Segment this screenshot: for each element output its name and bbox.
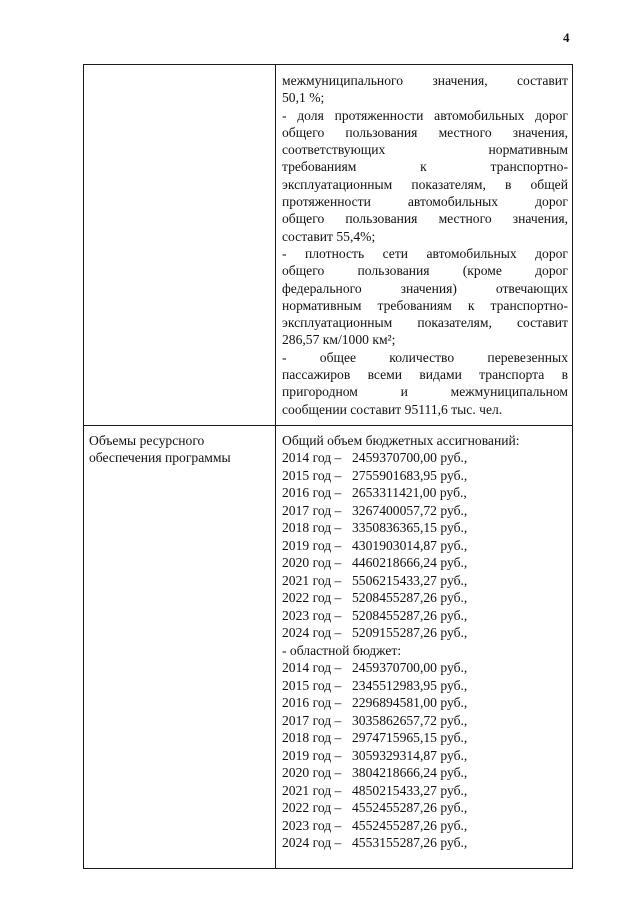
year-amount-row	[282, 467, 568, 485]
year-label: 2017 год –	[282, 712, 342, 728]
year-label: 2023 год –	[282, 817, 342, 833]
amount-value: 5208455287,26 руб.,	[352, 607, 468, 623]
text-line: сообщении составит 95111,6 тыс. чел.	[282, 401, 503, 417]
regional-budget-heading: - областной бюджет:	[282, 642, 402, 658]
year-label: 2017 год –	[282, 502, 342, 518]
text-line: 50,1 %;	[282, 90, 325, 106]
year-amount-row	[282, 589, 568, 607]
amount-value: 4301903014,87 руб.,	[352, 537, 468, 553]
year-amount-row	[282, 624, 568, 642]
amount-value: 5506215433,27 руб.,	[352, 572, 468, 588]
text-line: требованиям к транспортно-	[282, 159, 568, 175]
year-amount-row	[282, 677, 568, 695]
amount-value: 3267400057,72 руб.,	[352, 502, 468, 518]
year-label: 2023 год –	[282, 607, 342, 623]
year-label: 2022 год –	[282, 590, 342, 606]
year-label: 2024 год –	[282, 625, 342, 641]
year-amount-row	[282, 659, 568, 677]
text-line: соответствующих нормативным	[282, 142, 568, 158]
year-amount-row	[282, 817, 568, 835]
amount-value: 2459370700,00 руб.,	[352, 450, 468, 466]
amount-value: 4552455287,26 руб.,	[352, 817, 468, 833]
row2-left-cell	[89, 432, 273, 467]
year-label: 2018 год –	[282, 520, 342, 536]
row2-right-cell	[282, 432, 568, 852]
table-left-border	[83, 64, 84, 869]
year-label: 2014 год –	[282, 450, 342, 466]
amount-value: 2459370700,00 руб.,	[352, 660, 468, 676]
amount-value: 2345512983,95 руб.,	[352, 677, 468, 693]
text-line: - доля протяженности автомобильных дорог	[282, 107, 568, 123]
year-amount-row	[282, 694, 568, 712]
year-label: 2019 год –	[282, 747, 342, 763]
row1-right-cell	[282, 72, 568, 418]
table-column-divider	[275, 64, 276, 869]
text-line: пассажиров всеми видами транспорта в	[282, 367, 568, 383]
year-amount-row	[282, 502, 568, 520]
text-line: общего пользования местного значения,	[282, 211, 568, 227]
year-label: 2019 год –	[282, 537, 342, 553]
year-label: 2018 год –	[282, 730, 342, 746]
table-bottom-border	[83, 868, 573, 869]
table-top-border	[83, 64, 573, 65]
amount-value: 2974715965,15 руб.,	[352, 730, 468, 746]
year-label: 2014 год –	[282, 660, 342, 676]
amount-value: 2296894581,00 руб.,	[352, 695, 468, 711]
text-line: 286,57 км/1000 км²;	[282, 332, 396, 348]
year-label: 2015 год –	[282, 677, 342, 693]
amount-value: 2755901683,95 руб.,	[352, 467, 468, 483]
text-line: общего пользования (кроме дорог	[282, 263, 568, 279]
year-label: 2016 год –	[282, 485, 342, 501]
regional-budget-list	[282, 659, 568, 852]
amount-value: 5208455287,26 руб.,	[352, 590, 468, 606]
amount-value: 4552455287,26 руб.,	[352, 800, 468, 816]
text-line: эксплуатационным показателям, составит	[282, 315, 568, 331]
year-label: 2020 год –	[282, 765, 342, 781]
year-amount-row	[282, 782, 568, 800]
amount-value: 4850215433,27 руб.,	[352, 782, 468, 798]
table-right-border	[572, 64, 573, 869]
year-amount-row	[282, 554, 568, 572]
year-amount-row	[282, 449, 568, 467]
text-line: эксплуатационным показателям, в общей	[282, 176, 568, 192]
text-line: общего пользования местного значения,	[282, 124, 568, 140]
table-row-divider	[83, 425, 573, 426]
year-amount-row	[282, 747, 568, 765]
text-line: составит 55,4%;	[282, 228, 376, 244]
year-amount-row	[282, 712, 568, 730]
text-line: пригородном и межмуниципальном	[282, 384, 568, 400]
section-label-line: обеспечения программы	[89, 450, 231, 466]
amount-value: 3035862657,72 руб.,	[352, 712, 468, 728]
year-amount-row	[282, 764, 568, 782]
amount-value: 3804218666,24 руб.,	[352, 765, 468, 781]
year-label: 2021 год –	[282, 572, 342, 588]
amount-value: 2653311421,00 руб.,	[352, 485, 467, 501]
section-label-line: Объемы ресурсного	[89, 433, 205, 448]
amount-value: 4553155287,26 руб.,	[352, 835, 468, 851]
text-line: протяженности автомобильных дорог	[282, 194, 568, 210]
amount-value: 4460218666,24 руб.,	[352, 555, 468, 571]
year-amount-row	[282, 607, 568, 625]
year-label: 2015 год –	[282, 467, 342, 483]
year-amount-row	[282, 729, 568, 747]
amount-value: 3350836365,15 руб.,	[352, 520, 468, 536]
year-amount-row	[282, 484, 568, 502]
year-amount-row	[282, 572, 568, 590]
page-number: 4	[563, 30, 570, 45]
year-label: 2022 год –	[282, 800, 342, 816]
text-line: нормативным требованиям к транспортно-	[282, 297, 568, 313]
year-amount-row	[282, 799, 568, 817]
year-label: 2016 год –	[282, 695, 342, 711]
total-allocations-heading: Общий объем бюджетных ассигнований:	[282, 433, 520, 448]
year-amount-row	[282, 519, 568, 537]
text-line: - плотность сети автомобильных дорог	[282, 245, 568, 261]
year-label: 2020 год –	[282, 555, 342, 571]
text-line: - общее количество перевезенных	[282, 349, 568, 365]
total-allocations-list	[282, 449, 568, 642]
amount-value: 5209155287,26 руб.,	[352, 625, 468, 641]
amount-value: 3059329314,87 руб.,	[352, 747, 468, 763]
year-amount-row	[282, 834, 568, 852]
year-label: 2024 год –	[282, 835, 342, 851]
text-line: федерального значения) отвечающих	[282, 280, 568, 296]
year-amount-row	[282, 537, 568, 555]
year-label: 2021 год –	[282, 782, 342, 798]
text-line: межмуниципального значения, составит	[282, 73, 568, 88]
